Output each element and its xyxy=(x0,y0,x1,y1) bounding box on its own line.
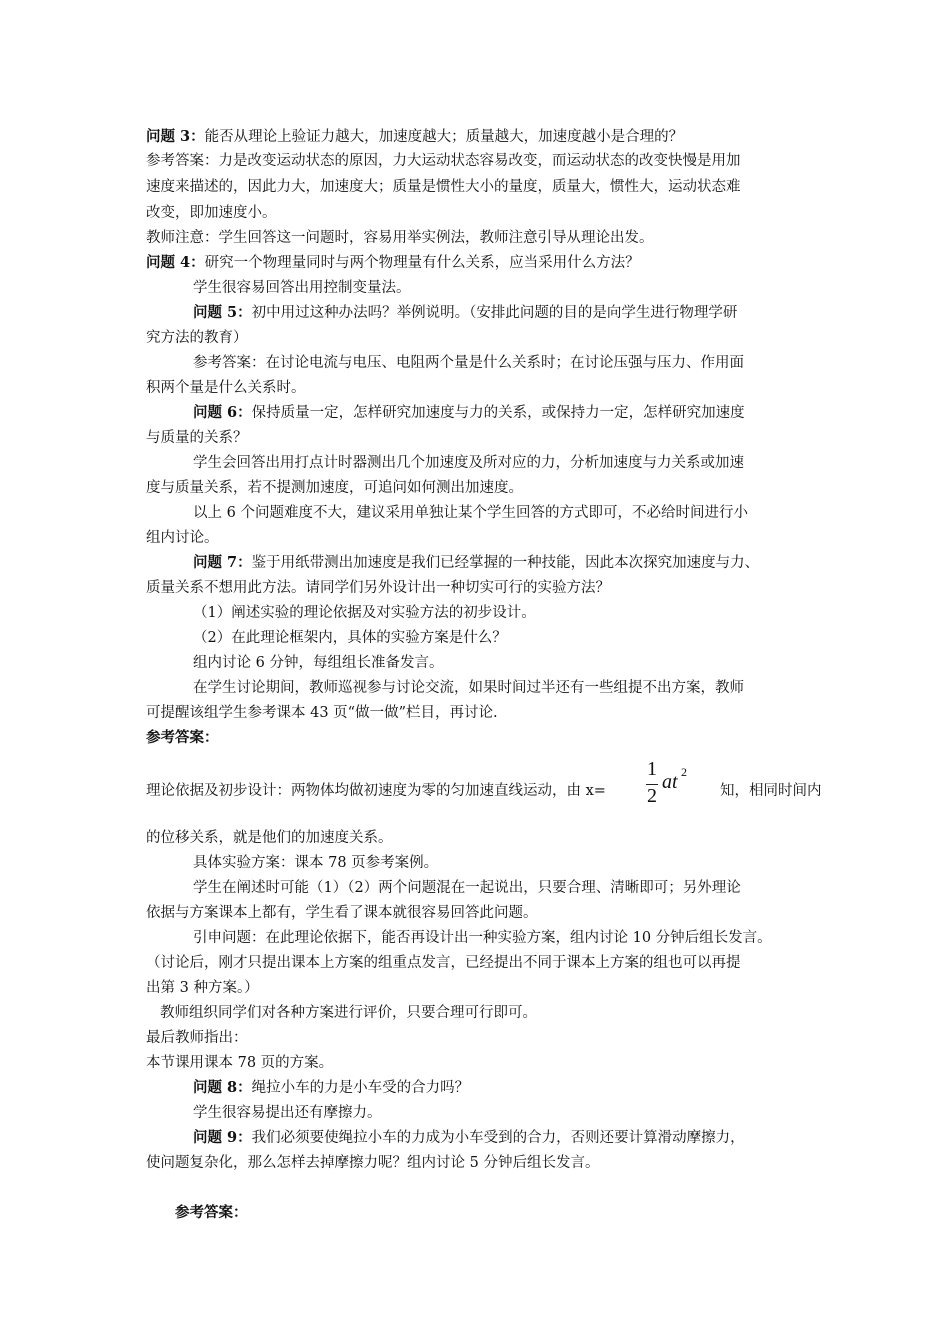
question-9: 问题 9：我们必须要使绳拉小车的力成为小车受到的合力，否则还要计算滑动摩擦力， xyxy=(193,1129,745,1146)
formula-exponent: 2 xyxy=(681,765,687,779)
paragraph-line: 积两个量是什么关系时。 xyxy=(146,380,306,396)
paragraph-line: 参考答案：在讨论电流与电压、电阻两个量是什么关系时；在讨论压强与压力、作用面 xyxy=(193,355,744,371)
paragraph-line: 可提醒该组学生参考课本 43 页“做一做”栏目，再讨论. xyxy=(146,705,498,721)
paragraph-line: 质量关系不想用此方法。请同学们另外设计出一种切实可行的实验方法？ xyxy=(146,580,610,596)
paragraph-line: 知，相同时间内 xyxy=(720,783,822,799)
paragraph-line: 学生很容易回答出用控制变量法。 xyxy=(193,280,411,296)
paragraph-line: 本节课用课本 78 页的方案。 xyxy=(146,1055,334,1071)
paragraph-line: （讨论后，刚才只提出课本上方案的组重点发言，已经提出不同于课本上方案的组也可以再提 xyxy=(146,955,741,971)
paragraph-line: 究方法的教育） xyxy=(146,330,248,346)
paragraph-line: 具体实验方案：课本 78 页参考案例。 xyxy=(193,855,439,871)
paragraph-line: 学生会回答出用打点计时器测出几个加速度及所对应的力，分析加速度与力关系或加速 xyxy=(193,455,744,471)
formula-denominator: 2 xyxy=(647,785,657,807)
paragraph-line: 与质量的关系？ xyxy=(146,430,248,446)
answer-heading: 参考答案： xyxy=(175,1204,248,1221)
paragraph-line: 度与质量关系，若不提测加速度，可追问如何测出加速度。 xyxy=(146,480,523,496)
paragraph-line: 使问题复杂化，那么怎样去掉摩擦力呢？组内讨论 5 分钟后组长发言。 xyxy=(146,1155,600,1171)
question-8: 问题 8：绳拉小车的力是小车受的合力吗？ xyxy=(193,1079,470,1096)
question-6: 问题 6：保持质量一定，怎样研究加速度与力的关系，或保持力一定，怎样研究加速度 xyxy=(193,404,745,421)
displacement-formula xyxy=(640,758,700,807)
formula-numerator: 1 xyxy=(647,758,657,780)
formula-term: at xyxy=(662,771,678,793)
paragraph-line: 教师组织同学们对各种方案进行评价，只要合理可行即可。 xyxy=(160,1005,537,1021)
answer-heading: 参考答案： xyxy=(146,729,219,746)
paragraph-line: 理论依据及初步设计：两物体均做初速度为零的匀加速直线运动，由 x= xyxy=(146,783,606,799)
paragraph-line: 出第 3 种方案。） xyxy=(146,980,259,996)
question-5: 问题 5：初中用过这种办法吗？举例说明。（安排此问题的目的是向学生进行物理学研 xyxy=(193,304,738,321)
question-3: 问题 3：能否从理论上验证力越大，加速度越大；质量越大，加速度越小是合理的？ xyxy=(146,128,684,145)
paragraph-line: 依据与方案课本上都有，学生看了课本就很容易回答此问题。 xyxy=(146,905,538,921)
paragraph-line: 参考答案：力是改变运动状态的原因，力大运动状态容易改变，而运动状态的改变快慢是用加 xyxy=(146,153,741,169)
paragraph-line: （1）阐述实验的理论依据及对实验方法的初步设计。 xyxy=(193,605,536,621)
paragraph-line: 在学生讨论期间，教师巡视参与讨论交流，如果时间过半还有一些组提不出方案，教师 xyxy=(193,680,744,696)
paragraph-line: 的位移关系，就是他们的加速度关系。 xyxy=(146,830,393,846)
paragraph-line: 学生很容易提出还有摩擦力。 xyxy=(193,1105,382,1121)
paragraph-line: 教师注意：学生回答这一问题时，容易用举实例法，教师注意引导从理论出发。 xyxy=(146,230,654,246)
paragraph-line: 组内讨论 6 分钟，每组组长准备发言。 xyxy=(193,655,444,671)
paragraph-line: 学生在阐述时可能（1）（2）两个问题混在一起说出，只要合理、清晰即可；另外理论 xyxy=(193,880,741,896)
paragraph-line: （2）在此理论框架内，具体的实验方案是什么？ xyxy=(193,630,507,646)
paragraph-line: 组内讨论。 xyxy=(146,530,219,546)
question-7: 问题 7：鉴于用纸带测出加速度是我们已经掌握的一种技能，因此本次探究加速度与力、 xyxy=(193,554,760,571)
paragraph-line: 以上 6 个问题难度不大，建议采用单独让某个学生回答的方式即可，不必给时间进行小 xyxy=(193,505,748,521)
question-4: 问题 4：研究一个物理量同时与两个物理量有什么关系，应当采用什么方法？ xyxy=(146,254,640,271)
paragraph-line: 速度来描述的，因此力大，加速度大；质量是惯性大小的量度，质量大，惯性大，运动状态难 xyxy=(146,179,741,195)
paragraph-line: 引申问题：在此理论依据下，能否再设计出一种实验方案，组内讨论 10 分钟后组长发言。 xyxy=(193,930,772,946)
paragraph-line: 改变，即加速度小。 xyxy=(146,205,277,221)
paragraph-line: 最后教师指出： xyxy=(146,1030,248,1046)
